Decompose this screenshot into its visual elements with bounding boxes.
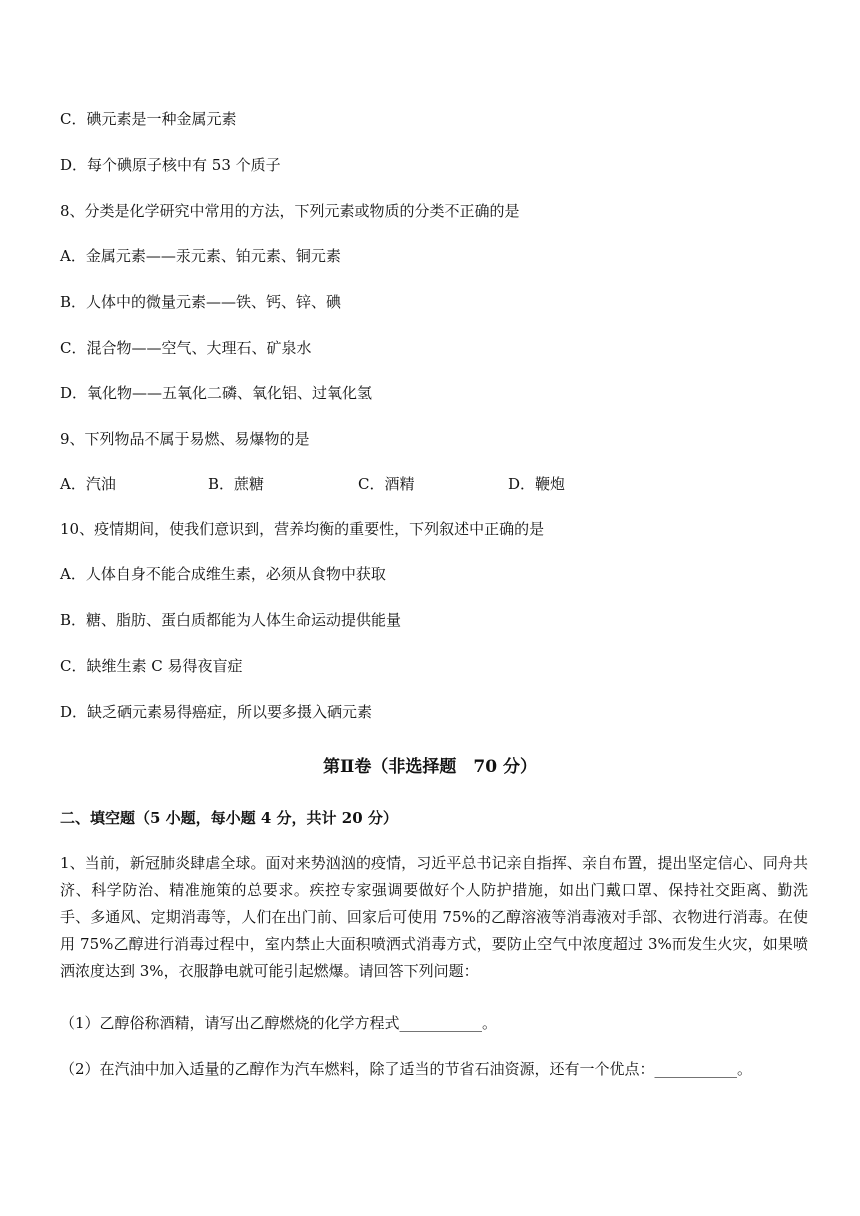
q7-option-d: D．每个碘原子核中有 53 个质子 (60, 156, 281, 174)
q10-option-a: A．人体自身不能合成维生素，必须从食物中获取 (60, 565, 386, 583)
q9-options-row (60, 473, 800, 495)
q8-option-c: C．混合物——空气、大理石、矿泉水 (60, 339, 312, 357)
q10-option-c: C．缺维生素 C 易得夜盲症 (60, 657, 243, 675)
q10-option-d: D．缺乏硒元素易得癌症，所以要多摄入硒元素 (60, 703, 373, 721)
q10-option-b: B．糖、脂肪、蛋白质都能为人体生命运动提供能量 (60, 611, 402, 629)
q9-option-c: C．酒精 (358, 475, 415, 493)
q8-option-b: B．人体中的微量元素——铁、钙、锌、碘 (60, 293, 342, 311)
section-2-title: 第Ⅱ卷（非选择题 70 分） (323, 757, 537, 777)
q9-option-d: D．鞭炮 (508, 475, 566, 493)
q10-stem: 10、疫情期间，使我们意识到，营养均衡的重要性，下列叙述中正确的是 (60, 520, 545, 538)
q9-option-b: B．蔗糖 (208, 475, 265, 493)
q7-option-c: C．碘元素是一种金属元素 (60, 110, 237, 128)
q8-option-a: A．金属元素——汞元素、铂元素、铜元素 (60, 247, 341, 265)
part-2-heading: 二、填空题（5 小题，每小题 4 分，共计 20 分） (60, 809, 398, 827)
fill-1-paragraph: 1、当前，新冠肺炎肆虐全球。面对来势汹汹的疫情，习近平总书记亲自指挥、亲自布置，提出坚定信心、同舟共济、科学防治、精准施策的总要求。疾控专家强调要做好个人防护措施，如出门戴口罩、保持社交距离、勤洗手、多通风、定期消毒等，人们在出门前、回家后可使用 75%的乙醇溶液等消毒液对手部、衣物进行消毒。在使用 75%乙醇进行消毒过程中，室内禁止大面积喷洒式消毒方式，要防止空气中浓度超过 3%而发生火灾，如果喷洒浓度达到 3%，衣服静电就可能引起燃爆。请回答下列问题： (60, 854, 808, 980)
fill-1-subquestion-1: （1）乙醇俗称酒精，请写出乙醇燃烧的化学方程式___________。 (60, 1014, 498, 1032)
q8-stem: 8、分类是化学研究中常用的方法，下列元素或物质的分类不正确的是 (60, 202, 520, 220)
q9-stem: 9、下列物品不属于易燃、易爆物的是 (60, 430, 310, 448)
q8-option-d: D．氧化物——五氧化二磷、氧化铝、过氧化氢 (60, 384, 373, 402)
fill-1-subquestion-2: （2）在汽油中加入适量的乙醇作为汽车燃料，除了适当的节省石油资源，还有一个优点：___________。 (60, 1060, 753, 1078)
q9-option-a: A．汽油 (60, 475, 116, 493)
